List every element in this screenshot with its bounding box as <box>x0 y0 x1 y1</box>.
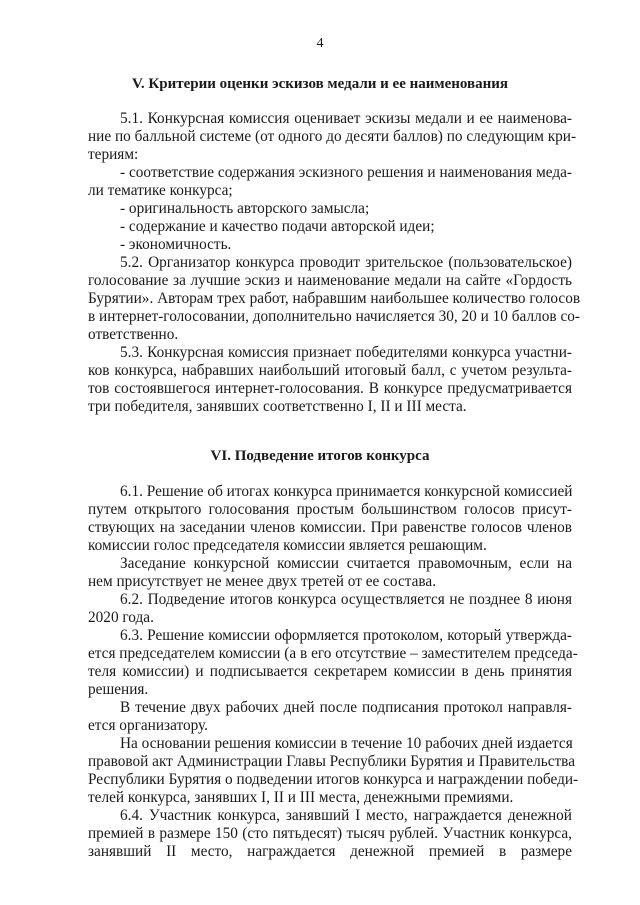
text-line: 6.3. Решение комиссии оформляется протоколом, который утвержда- <box>120 627 572 644</box>
text-line: тов состоявшегося интернет-голосования. В конкурсе предусматривается <box>88 380 572 397</box>
text-line: решения. <box>88 681 149 698</box>
text-line: 6.2. Подведение итогов конкурса осуществляется не позднее 8 июня <box>120 591 572 608</box>
text-line: правовой акт Администрации Главы Республики Бурятия и Правительства <box>88 753 575 770</box>
text-line: ствующих на заседании членов комиссии. При равенстве голосов членов <box>88 519 572 536</box>
text-line: - оригинальность авторского замысла; <box>120 200 370 217</box>
text-line: путем открытого голосования простым большинством голосов присут- <box>88 501 572 518</box>
text-line: В течение двух рабочих дней после подписания протокол направля- <box>120 699 572 716</box>
text-line: На основании решения комиссии в течение 10 рабочих дней издается <box>120 735 573 752</box>
text-line: ков конкурса, набравших наибольший итоговый балл, с учетом результа- <box>88 362 572 379</box>
text-line: теля комиссии) и подписывается секретарем комиссии в день принятия <box>88 663 572 680</box>
page-number: 4 <box>316 36 324 51</box>
text-line: нем присутствует не менее двух третей от ее состава. <box>88 573 437 590</box>
text-line: в интернет-голосовании, дополнительно начисляется 30, 20 и 10 баллов со- <box>88 308 580 325</box>
text-line: 6.1. Решение об итогах конкурса принимается конкурсной комиссией <box>120 483 573 500</box>
section-6-title: VI. Подведение итогов конкурса <box>210 448 430 464</box>
text-line: 5.2. Организатор конкурса проводит зрительское (пользовательское) <box>120 254 572 271</box>
text-line: три победителя, занявших соответственно I, II и III места. <box>88 398 467 415</box>
text-line: ответственно. <box>88 326 179 343</box>
text-line: комиссии голос председателя комиссии является решающим. <box>88 537 487 554</box>
text-line: ли тематике конкурса; <box>88 182 233 199</box>
text-line: ние по балльной системе (от одного до десяти баллов) по следующим кри- <box>88 128 577 145</box>
text-line: Республики Бурятия о подведении итогов конкурса и награждении победи- <box>88 771 579 788</box>
text-line: премией в размере 150 (сто пятьдесят) тысяч рублей. Участник конкурса, <box>88 825 572 842</box>
text-line: занявший II место, награждается денежной премией в размере <box>88 843 572 860</box>
text-line: - содержание и качество подачи авторской идеи; <box>120 218 435 235</box>
text-line: - соответствие содержания эскизного решения и наименования меда- <box>120 164 572 181</box>
text-line: телей конкурса, занявших I, II и III места, денежными премиями. <box>88 789 514 806</box>
text-line: ется организатору. <box>88 717 208 734</box>
text-line: 5.3. Конкурсная комиссия признает победителями конкурса участни- <box>120 344 572 361</box>
text-line: 6.4. Участник конкурса, занявший I место, награждается денежной <box>120 807 572 824</box>
text-line: голосование за лучшие эскиз и наименование медали на сайте «Гордость <box>88 272 572 289</box>
text-line: Бурятии». Авторам трех работ, набравшим наибольшее количество голосов <box>88 290 581 307</box>
text-line: 5.1. Конкурсная комиссия оценивает эскизы медали и ее наименова- <box>120 110 572 127</box>
text-line: териям: <box>88 146 139 163</box>
text-line: 2020 года. <box>88 609 154 626</box>
text-line: ется председателем комиссии (а в его отсутствие – заместителем председа- <box>88 645 578 662</box>
text-line: Заседание конкурсной комиссии считается правомочным, если на <box>120 555 572 572</box>
section-5-title: V. Критерии оценки эскизов медали и ее наименования <box>131 76 509 92</box>
text-line: - экономичность. <box>120 236 232 253</box>
